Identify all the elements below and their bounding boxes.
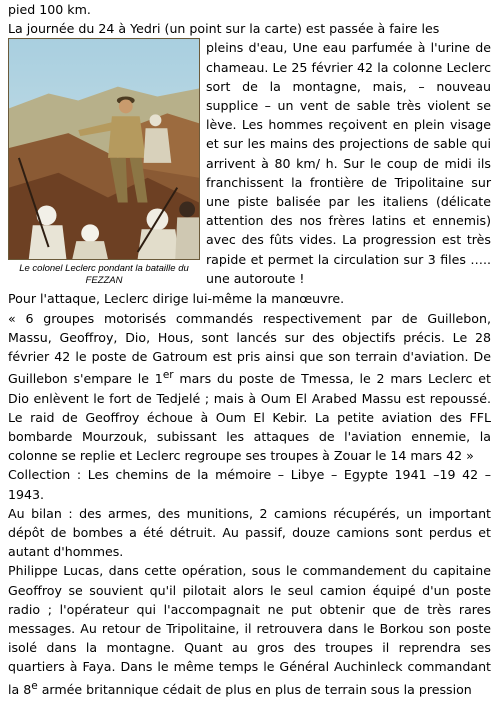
painting-figure <box>8 38 200 289</box>
paragraph-opening-fragment: pied 100 km. <box>8 2 91 17</box>
superscript-e: e <box>31 679 38 692</box>
paragraph-bilan: Au bilan : des armes, des munitions, 2 camions récupérés, un important dépôt de bombes a été détruit. Au passif, douze camions sont perdus et autant d'hommes. <box>8 505 491 560</box>
paragraph-lucas <box>8 561 491 699</box>
quote-part-2: mars du poste de Tmessa, le 2 mars Leclerc et Dio enlèvent le fort de Tedjelé ; mais à Oum El Arabed Massu est repoussé. Le raid de Geoffroy échoue à Oum El Kebir. La petite aviation des FFL bombarde Mourzouk, subissant les attaques de l'aviation ennemie, la colonne se replie et Leclerc regroupe ses troupes à Zouar le 14 mars 42 » <box>8 371 491 464</box>
lucas-part-1: Philippe Lucas, dans cette opération, sous le commandement du capitaine Geoffroy se souvient qu'il pilotait alors le seul camion équipé d'un poste radio ; l'opérateur qui l'accompagnait ne put obtenir que de très rares messages. Au retour de Tripolitaine, il retrouvera dans le Borkou son poste isolé dans la montagne. Quant au gros des troupes il reprendra ses quartiers à Faya. Dans le même temps le Général Auchinleck commandant la 8 <box>8 563 491 697</box>
paragraph-yedri-body: pleins d'eau, Une eau parfumée à l'urine de chameau. Le 25 février 42 la colonne Leclerc sort de la montagne, mais, – nouveau supplice – un vent de sable très violent se lève. Les hommes reçoivent en plein visage et sur les mains des projections de sable qui arrivent à 80 km/ h. Sur le coup de midi ils franchissent la frontière de Tripolitaine sur une piste balisée par les italiens (délicate attention des nos frères latins et ennemis) avec des fûts vides. La progression est très rapide et permet la circulation sur 3 files ….. une autoroute ! <box>206 40 491 286</box>
lucas-part-2: armée britannique cédait de plus en plus de terrain sous la pression <box>37 681 472 697</box>
quote-part-1: « 6 groupes motorisés commandés respectivement par de Guillebon, Massu, Geoffroy, Dio, Hous, sont lancés sur des objectifs précis. Le 28 février 42 le poste de Gatroum est pris ainsi que son terrain d'aviation. De Guillebon s'empare le 1 <box>8 310 491 387</box>
paragraph-attack: Pour l'attaque, Leclerc dirige lui-même la manœuvre. <box>8 291 345 307</box>
superscript-er: er <box>162 369 174 382</box>
painting-illustration <box>8 38 200 260</box>
paragraph-collection: Collection : Les chemins de la mémoire – Libye – Egypte 1941 –19 42 – 1943. <box>8 467 491 502</box>
painting-caption: Le colonel Leclerc pondant la bataille du FEZZAN <box>19 263 189 287</box>
paragraph-yedri-lead: La journée du 24 à Yedri (un point sur la carte) est passée à faire les <box>8 21 440 37</box>
paragraph-quote <box>8 309 491 466</box>
